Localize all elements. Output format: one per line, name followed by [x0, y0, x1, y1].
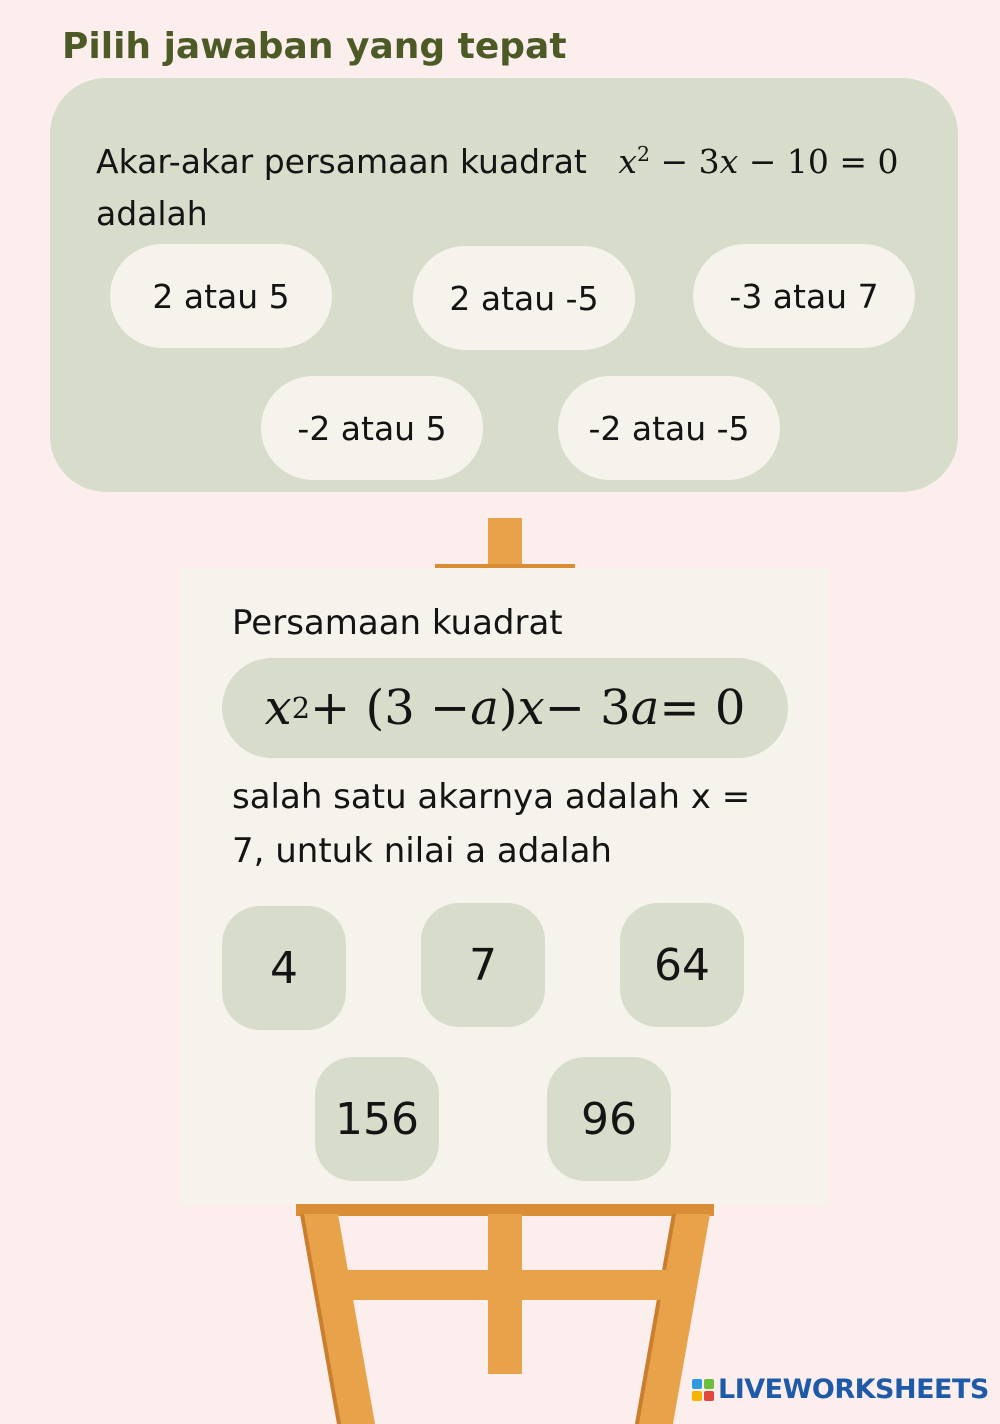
question2-equation: x 2 + (3 − a ) x − 3 a = 0	[222, 658, 788, 758]
q1-option-2[interactable]: 2 atau -5	[413, 246, 635, 350]
question2-text	[232, 770, 792, 878]
question1-label: Akar-akar persamaan kuadrat	[96, 142, 587, 181]
question2-intro: Persamaan kuadrat	[232, 603, 563, 643]
page-title: Pilih jawaban yang tepat	[62, 26, 567, 67]
question1-equation: $x^2 - 3x - 10 = 0$	[618, 142, 899, 181]
question1-suffix: adalah	[96, 194, 208, 233]
q2-option-1[interactable]: 4	[222, 906, 346, 1030]
question2-line1: salah satu akarnya adalah x =	[232, 777, 751, 817]
q1-option-1[interactable]: 2 atau 5	[110, 244, 332, 348]
easel-top-post	[488, 518, 522, 570]
easel-left-leg	[300, 1214, 375, 1424]
question2-line2: 7, untuk nilai a adalah	[232, 831, 612, 871]
easel-crossbar	[330, 1270, 686, 1300]
q1-option-4[interactable]: -2 atau 5	[261, 376, 483, 480]
liveworksheets-logo	[692, 1374, 989, 1405]
q2-option-4[interactable]: 156	[315, 1057, 439, 1181]
q2-option-2[interactable]: 7	[421, 903, 545, 1027]
question1-text	[96, 128, 936, 240]
q2-option-5[interactable]: 96	[547, 1057, 671, 1181]
q1-option-5[interactable]: -2 atau -5	[558, 376, 780, 480]
logo-text: LIVEWORKSHEETS	[718, 1374, 989, 1405]
liveworksheets-logo-icon	[692, 1379, 714, 1401]
q2-option-3[interactable]: 64	[620, 903, 744, 1027]
q1-option-3[interactable]: -3 atau 7	[693, 244, 915, 348]
